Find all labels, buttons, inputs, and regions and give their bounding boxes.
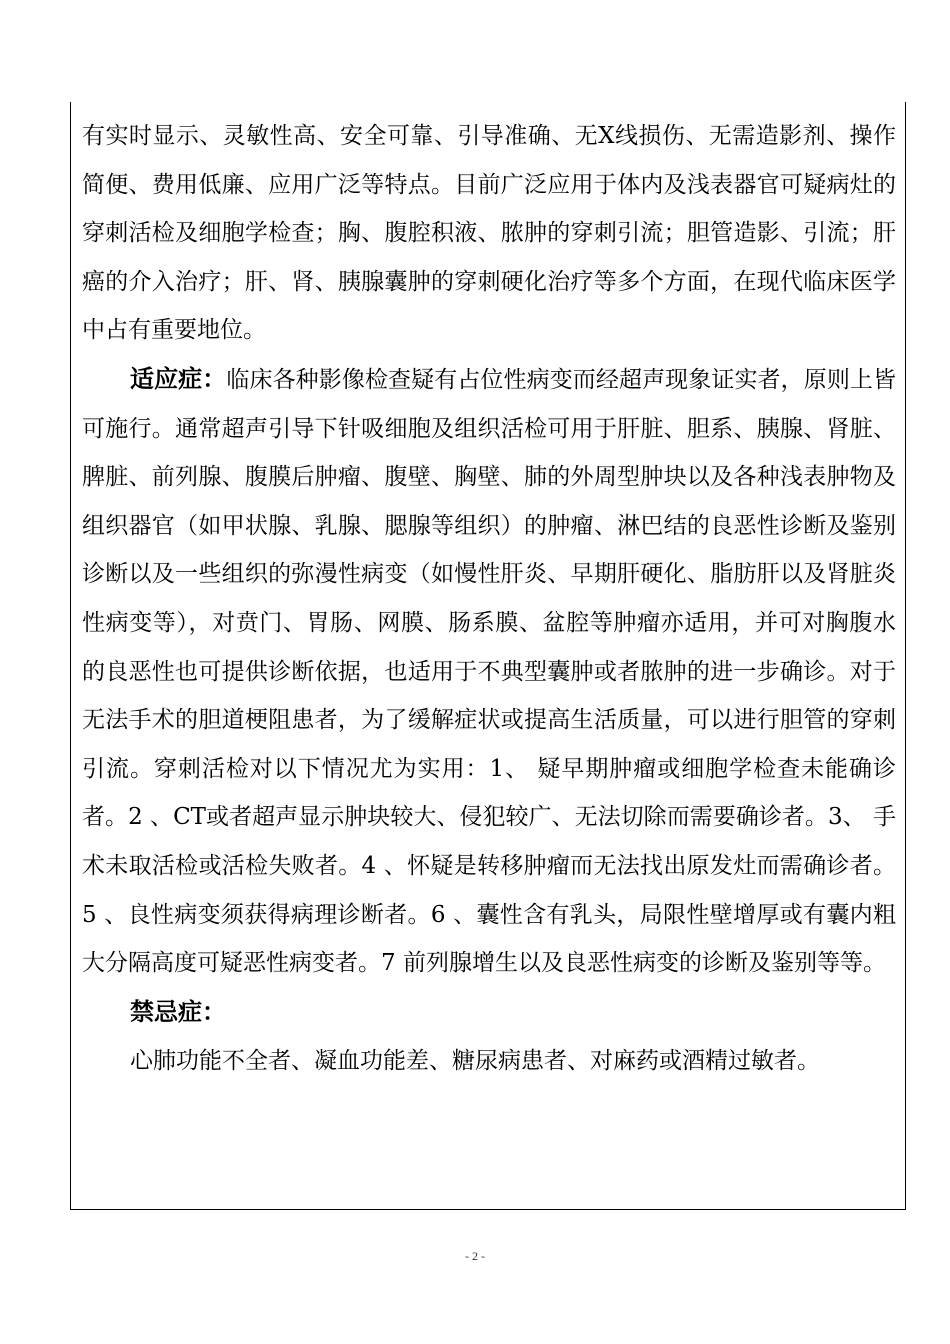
- indications-paragraph: [82, 355, 896, 988]
- page-number: - 2 -: [465, 1249, 485, 1263]
- intro-paragraph: 有实时显示、灵敏性高、安全可靠、引导准确、无X线损伤、无需造影剂、操作简便、费用低廉、应用广泛等特点。目前广泛应用于体内及浅表器官可疑病灶的穿刺活检及细胞学检查；胸、腹腔积液、脓肿的穿刺引流；胆管造影、引流；肝癌的介入治疗；肝、肾、胰腺囊肿的穿刺硬化治疗等多个方面，在现代临床医学中占有重要地位。: [82, 123, 896, 344]
- contraindications-text: 心肺功能不全者、凝血功能差、糖尿病患者、对麻药或酒精过敏者。: [130, 1048, 820, 1075]
- indications-heading: 适应症：: [130, 364, 227, 393]
- document-body: [82, 112, 896, 1086]
- contraindications-heading: 禁忌症：: [130, 997, 226, 1026]
- contraindications-heading-line: [82, 988, 896, 1038]
- indications-text: 临床各种影像检查疑有占位性病变而经超声现象证实者，原则上皆可施行。通常超声引导下针吸细胞及组织活检可用于肝脏、胆系、胰腺、肾脏、脾脏、前列腺、腹膜后肿瘤、腹壁、胸壁、肺的外周型肿块以及各种浅表肿物及组织器官（如甲状腺、乳腺、腮腺等组织）的肿瘤、淋巴结的良恶性诊断及鉴别诊断以及一些组织的弥漫性病变（如慢性肝炎、早期肝硬化、脂肪肝以及肾脏炎性病变等），对贲门、胃肠、网膜、肠系膜、盆腔等肿瘤亦适用，并可对胸腹水的良恶性也可提供诊断依据，也适用于不典型囊肿或者脓肿的进一步确诊。对于无法手术的胆道梗阻患者，为了缓解症状或提高生活质量，可以进行胆管的穿刺引流。穿刺活检对以下情况尤为实用：1、 疑早期肿瘤或细胞学检查未能确诊者。2 、CT或者超声显示肿块较大、侵犯较广、无法切除而需要确诊者。3、 手术未取活检或活检失败者。4 、怀疑是转移肿瘤而无法找出原发灶而需确诊者。5 、良性病变须获得病理诊断者。6 、囊性含有乳头，局限性壁增厚或有囊内粗大分隔高度可疑恶性病变者。7 前列腺增生以及良恶性病变的诊断及鉴别等等。: [82, 366, 896, 977]
